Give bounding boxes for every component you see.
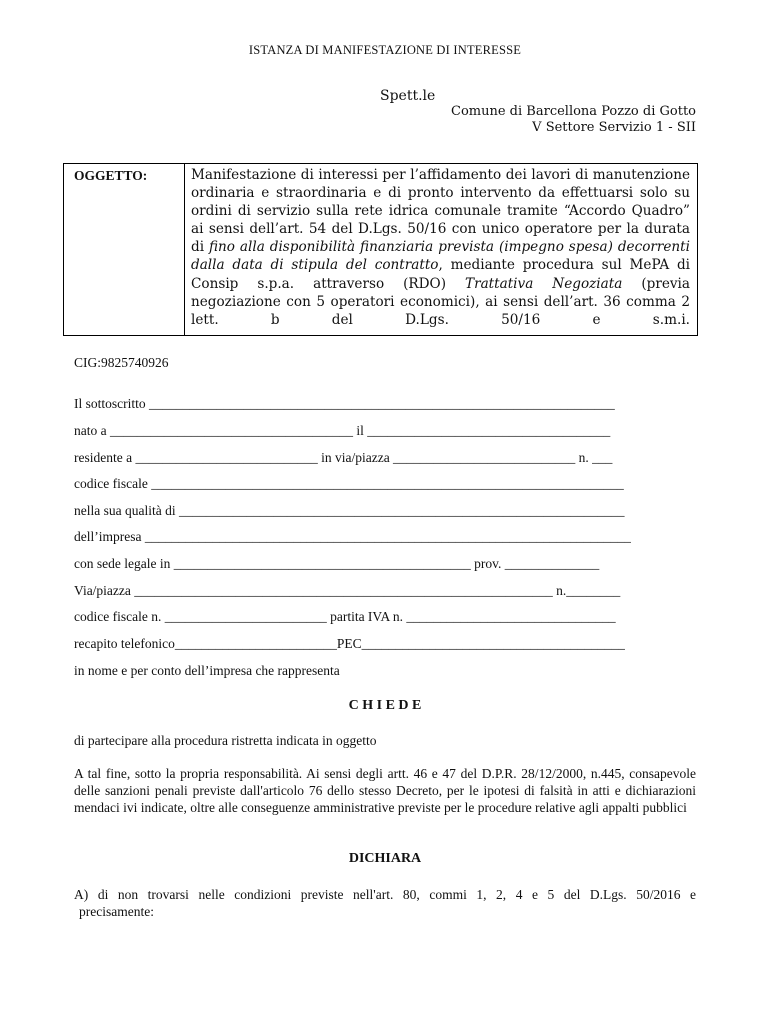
form-line-sottoscritto: Il sottoscritto _____________________________________________________________________ bbox=[74, 396, 615, 411]
cig-code: CIG:9825740926 bbox=[74, 355, 169, 370]
item-a-label: A) bbox=[74, 887, 89, 902]
item-a bbox=[74, 886, 696, 920]
oggetto-text-italic1: fino alla disponibilità finanziaria prevista (impegno spesa) decorrenti dalla data di stipula del contratto bbox=[191, 239, 690, 274]
oggetto-text bbox=[191, 166, 690, 329]
form-line-nato: nato a ____________________________________ il ____________________________________ bbox=[74, 423, 611, 438]
oggetto-text-part3: (previa negoziazione con 5 operatori economici), ai sensi dell’art. 36 comma 2 lett. b del D.Lgs. 50/16 e s.m.i. bbox=[191, 275, 691, 328]
form-line-codice-fiscale: codice fiscale ______________________________________________________________________ bbox=[74, 476, 624, 491]
form-line-sede-legale: con sede legale in ____________________________________________ prov. ______________ bbox=[74, 556, 600, 571]
form-line-qualita: nella sua qualità di __________________________________________________________________ bbox=[74, 503, 625, 518]
oggetto-label: OGGETTO: bbox=[74, 168, 148, 183]
oggetto-text-part1: Manifestazione di interessi per l’affidamento dei lavori di manutenzione ordinaria e straordinaria e di pronto intervento da effettuarsi solo su ordini di servizio sulla rete idrica comunale tramite “Accordo Quadro” ai sensi dell’art. 54 del D.Lgs. 50/16 con unico operatore per la durata di bbox=[191, 167, 690, 256]
form-line-impresa: dell’impresa ________________________________________________________________________ bbox=[74, 529, 631, 544]
recipient-department: V Settore Servizio 1 - SII bbox=[532, 120, 696, 135]
form-line-via-piazza: Via/piazza ______________________________________________________________ n.________ bbox=[74, 583, 621, 598]
form-line-recapito: recapito telefonico________________________PEC_______________________________________ bbox=[74, 636, 625, 651]
recipient-municipality: Comune di Barcellona Pozzo di Gotto bbox=[451, 104, 696, 119]
document-title: ISTANZA DI MANIFESTAZIONE DI INTERESSE bbox=[248, 43, 522, 57]
item-a-text: di non trovarsi nelle condizioni previste nell'art. 80, commi 1, 2, 4 e 5 del D.Lgs. 50/2016 e bbox=[97, 887, 696, 902]
chiede-heading: C H I E D E bbox=[348, 698, 422, 713]
oggetto-text-part2: , mediante procedura sul MePA di Consip s.p.a. attraverso (RDO) bbox=[191, 257, 690, 292]
recipient-salutation: Spett.le bbox=[380, 88, 436, 104]
chiede-text: di partecipare alla procedura ristretta indicata in oggetto bbox=[74, 733, 377, 748]
item-a-continuation: precisamente: bbox=[79, 904, 154, 919]
form-line-residente: residente a ___________________________ in via/piazza ___________________________ n. ___ bbox=[74, 450, 613, 465]
table-divider bbox=[184, 164, 185, 335]
intro-paragraph: A tal fine, sotto la propria responsabilità. Ai sensi degli artt. 46 e 47 del D.P.R. 28/12/2000, n.445, consapevole delle sanzioni penali previste dall'articolo 76 dello stesso Decreto, per le ipotesi di falsità in atti e dichiarazioni mendaci ivi indicate, oltre alle conseguenze amministrative previste per le procedure relative agli appalti pubblici bbox=[74, 766, 696, 815]
form-line-in-nome: in nome e per conto dell’impresa che rappresenta bbox=[74, 663, 340, 678]
oggetto-text-italic2: Trattativa Negoziata bbox=[465, 275, 623, 292]
form-line-partita-iva: codice fiscale n. ________________________ partita IVA n. _______________________________ bbox=[74, 609, 616, 624]
dichiara-heading: DICHIARA bbox=[348, 851, 422, 866]
oggetto-table bbox=[63, 163, 698, 336]
